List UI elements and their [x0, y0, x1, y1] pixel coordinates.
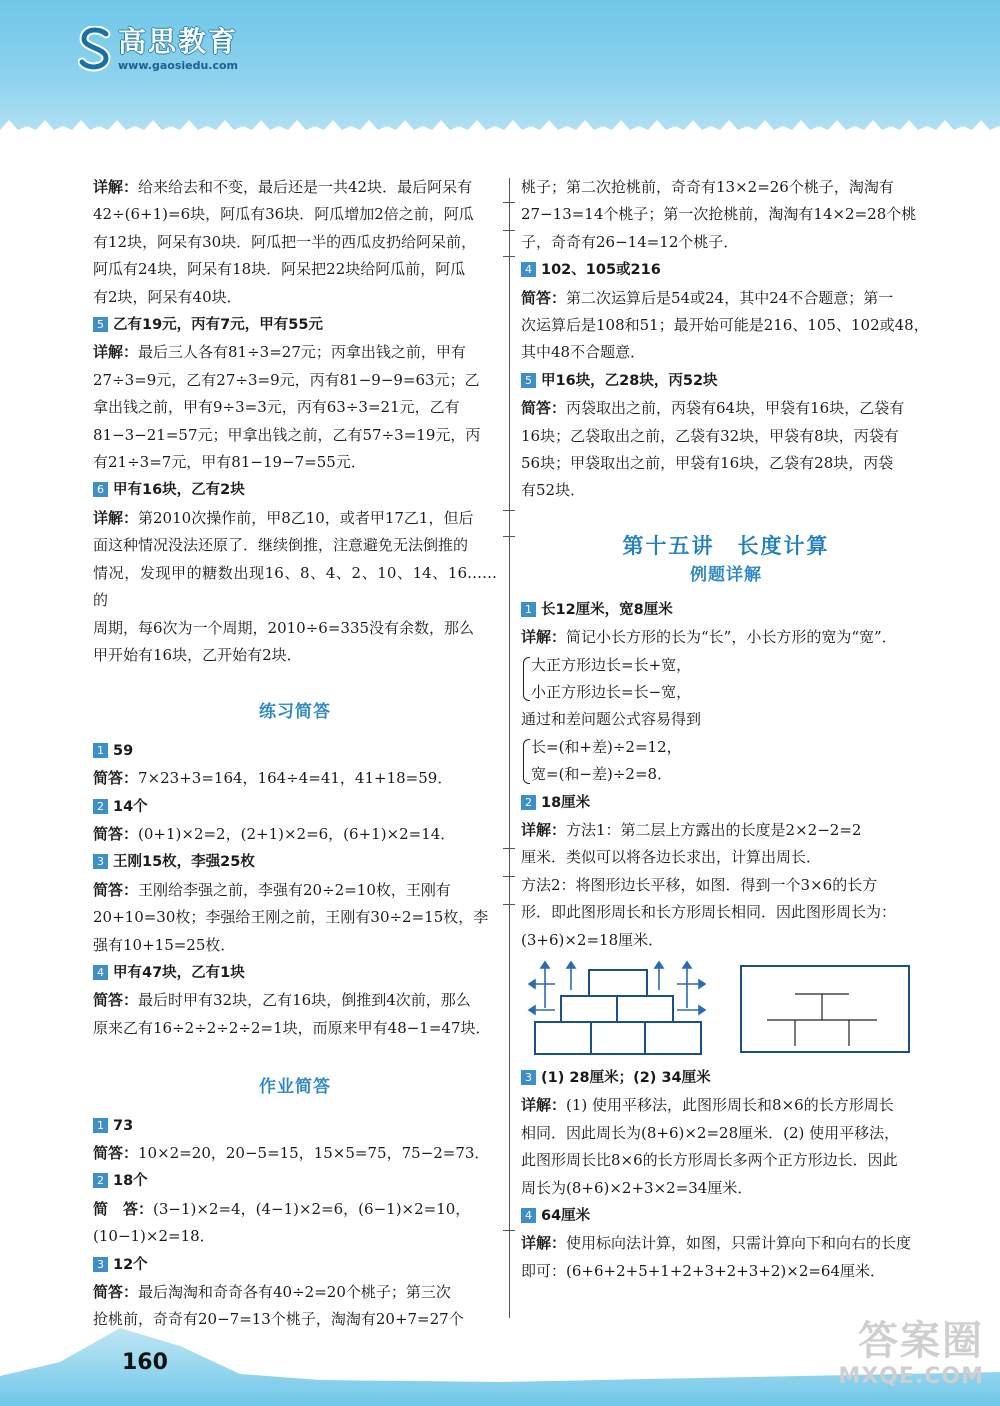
divider-tick [503, 848, 515, 849]
practice-1-explanation: 简答：7×23+3=164，164÷4=41，41+18=59． [93, 769, 453, 788]
page-number: 160 [122, 1350, 168, 1375]
brand-url: www.gaosiedu.com [118, 59, 239, 72]
detail-label: 详解： [93, 178, 139, 196]
q5-answer: 5 乙有19元，丙有7元，甲有55元 [93, 311, 497, 339]
lecture-title: 第十五讲 长度计算 [622, 533, 830, 558]
lecture-subtitle: 例题详解 [690, 565, 762, 586]
divider-tick [503, 876, 515, 877]
example-2-figures [527, 960, 915, 1058]
right-column [521, 174, 931, 1285]
divider-tick [503, 230, 515, 231]
watermark: 答案圈 MXQE.COM [838, 1318, 984, 1389]
brand-logo [78, 26, 238, 72]
q4-explanation: 详解：给来给去和不变，最后还是一共42块．最后阿呆有 42÷(6+1)=6块，阿瓜有36块．阿瓜增加2倍之前，阿瓜 有12块，阿呆有30块．阿瓜把一半的西瓜皮扔给阿呆前， 阿瓜有24块，阿呆有18块．阿呆把22块给阿瓜前，阿瓜 有2块，阿呆有40块． [93, 178, 477, 306]
column-divider [509, 178, 510, 1318]
homework-2-explanation: 简 答：(3−1)×2=4，(4−1)×2=6，(6−1)×2=10， (10−1)×2=18． [93, 1199, 471, 1246]
translated-rectangle-diagram [737, 960, 915, 1058]
homework-section-title: 作业简答 [259, 1077, 331, 1098]
homework-5-explanation: 简答：丙袋取出之前，丙袋有64块，甲袋有16块，乙袋有 16块；乙袋取出之前，乙袋有32块，甲袋有8块，丙袋有 56块；甲袋取出之前，甲袋有16块，乙袋有28块，丙袋 有52块． [521, 399, 905, 500]
practice-3-answer: 3 王刚15枚，李强25枚 [93, 848, 497, 876]
header-decoration [0, 96, 1000, 166]
example-4-explanation: 详解：使用标向法计算，如图，只需计算向下和向右的长度 即可：(6+6+2+5+1+2+3+2+3+2)×2=64厘米． [521, 1234, 912, 1280]
divider-tick [503, 1230, 515, 1231]
practice-2-explanation: 简答：(0+1)×2=2，(2+1)×2=6，(6+1)×2=14． [93, 824, 456, 843]
example-3-explanation: 详解：(1) 使用平移法，此图形周长和8×6的长方形周长 相同．因此周长为(8+6)×2=28厘米．(2) 使用平移法， 此图形周长比8×6的长方形周长多两个正方形边长．因此 周长为(8+6)×2+3×2=34厘米． [521, 1096, 900, 1197]
example-1-result: 长=(和+差)÷2=12， 宽=(和−差)÷2=8． [521, 734, 931, 789]
homework-1-explanation: 简答：10×2=20，20−5=15，15×5=75，75−2=73． [93, 1144, 490, 1162]
practice-3-explanation: 简答：王刚给李强之前，李强有20÷2=10枚，王刚有 20+10=30枚；李强给王刚之前，王刚有30÷2=15枚，李 强有10+15=25枚． [93, 880, 489, 954]
brand-s-icon [78, 26, 114, 72]
homework-3-explanation: 简答：最后淘淘和奇奇各有40÷2=20个桃子；第三次 抢桃前，奇奇有20−7=13个桃子，淘淘有20+7=27个 [93, 1283, 464, 1329]
divider-tick [503, 510, 515, 511]
brand-name: 高思教育 [118, 25, 239, 58]
left-column [93, 174, 497, 1334]
divider-tick [503, 202, 515, 203]
example-2-explanation: 详解：方法1：第二层上方露出的长度是2×2−2=2 厘米．类似可以将各边长求出，计算出周长． 方法2：将图形边长平移，如图．得到一个3×6的长方 形．即此图形周长和长方形周长相同．因此图形周长为： (3+6)×2=18厘米． [521, 820, 897, 949]
example-1-answer: 1 长12厘米，宽8厘米 [521, 596, 931, 624]
homework-2-answer: 2 18个 [93, 1167, 497, 1195]
example-1-intro: 详解：简记小长方形的长为“长”，小长方形的宽为“宽”． [521, 628, 897, 647]
practice-4-explanation: 简答：最后时甲有32块，乙有16块，倒推到4次前，那么 原来乙有16÷2÷2÷2÷2=1块，而原来甲有48−1=47块． [93, 991, 491, 1037]
example-1-equations: 大正方形边长=长+宽， 小正方形边长=长−宽， [521, 652, 931, 707]
q6-answer: 6 甲有16块，乙有2块 [93, 476, 497, 504]
stepped-figure-diagram [527, 960, 707, 1058]
practice-section-title: 练习简答 [259, 702, 331, 723]
homework-5-answer: 5 甲16块，乙28块，丙52块 [521, 367, 931, 395]
example-4-answer: 4 64厘米 [521, 1202, 931, 1230]
example-2-answer: 2 18厘米 [521, 789, 931, 817]
homework-3-continued: 桃子；第二次抢桃前，奇奇有13×2=26个桃子，淘淘有 27−13=14个桃子；第一次抢桃前，淘淘有14×2=28个桃 子，奇奇有26−14=12个桃子． [521, 178, 917, 251]
practice-2-answer: 2 14个 [93, 793, 497, 821]
homework-1-answer: 1 73 [93, 1112, 497, 1140]
example-3-answer: 3 (1) 28厘米；(2) 34厘米 [521, 1064, 931, 1092]
q6-explanation: 详解：第2010次操作前，甲8乙10，或者甲17乙1，但后 面这种情况没法还原了．继续倒推，注意避免无法倒推的 情况，发现甲的糖数出现16、8、4、2、10、14、16……的 周期，每6次为一个周期，2010÷6=335没有余数，那么 甲开始有16块，乙开始有2块． [93, 508, 497, 664]
practice-4-answer: 4 甲有47块，乙有1块 [93, 959, 497, 987]
homework-4-explanation: 简答：第二次运算后是54或24，其中24不合题意；第一 次运算后是108和51；最开始可能是216、105、102或48， 其中48不合题意． [521, 288, 929, 362]
divider-tick [503, 256, 515, 257]
divider-tick [503, 904, 515, 905]
example-1-middle: 通过和差问题公式容易得到 [521, 710, 702, 729]
practice-1-answer: 1 59 [93, 737, 497, 765]
divider-tick [503, 536, 515, 537]
q5-explanation: 详解：最后三人各有81÷3=27元；丙拿出钱之前，甲有 27÷3=9元，乙有27÷3=9元，丙有81−9−9=63元；乙 拿出钱之前，甲有9÷3=3元，丙有63÷3=21元，乙有 81−3−21=57元；甲拿出钱之前，乙有57÷3=19元，丙 有21÷3=7元，甲有81−19−7=55元． [93, 343, 481, 472]
homework-3-answer: 3 12个 [93, 1251, 497, 1279]
homework-4-answer: 4 102、105或216 [521, 256, 931, 284]
